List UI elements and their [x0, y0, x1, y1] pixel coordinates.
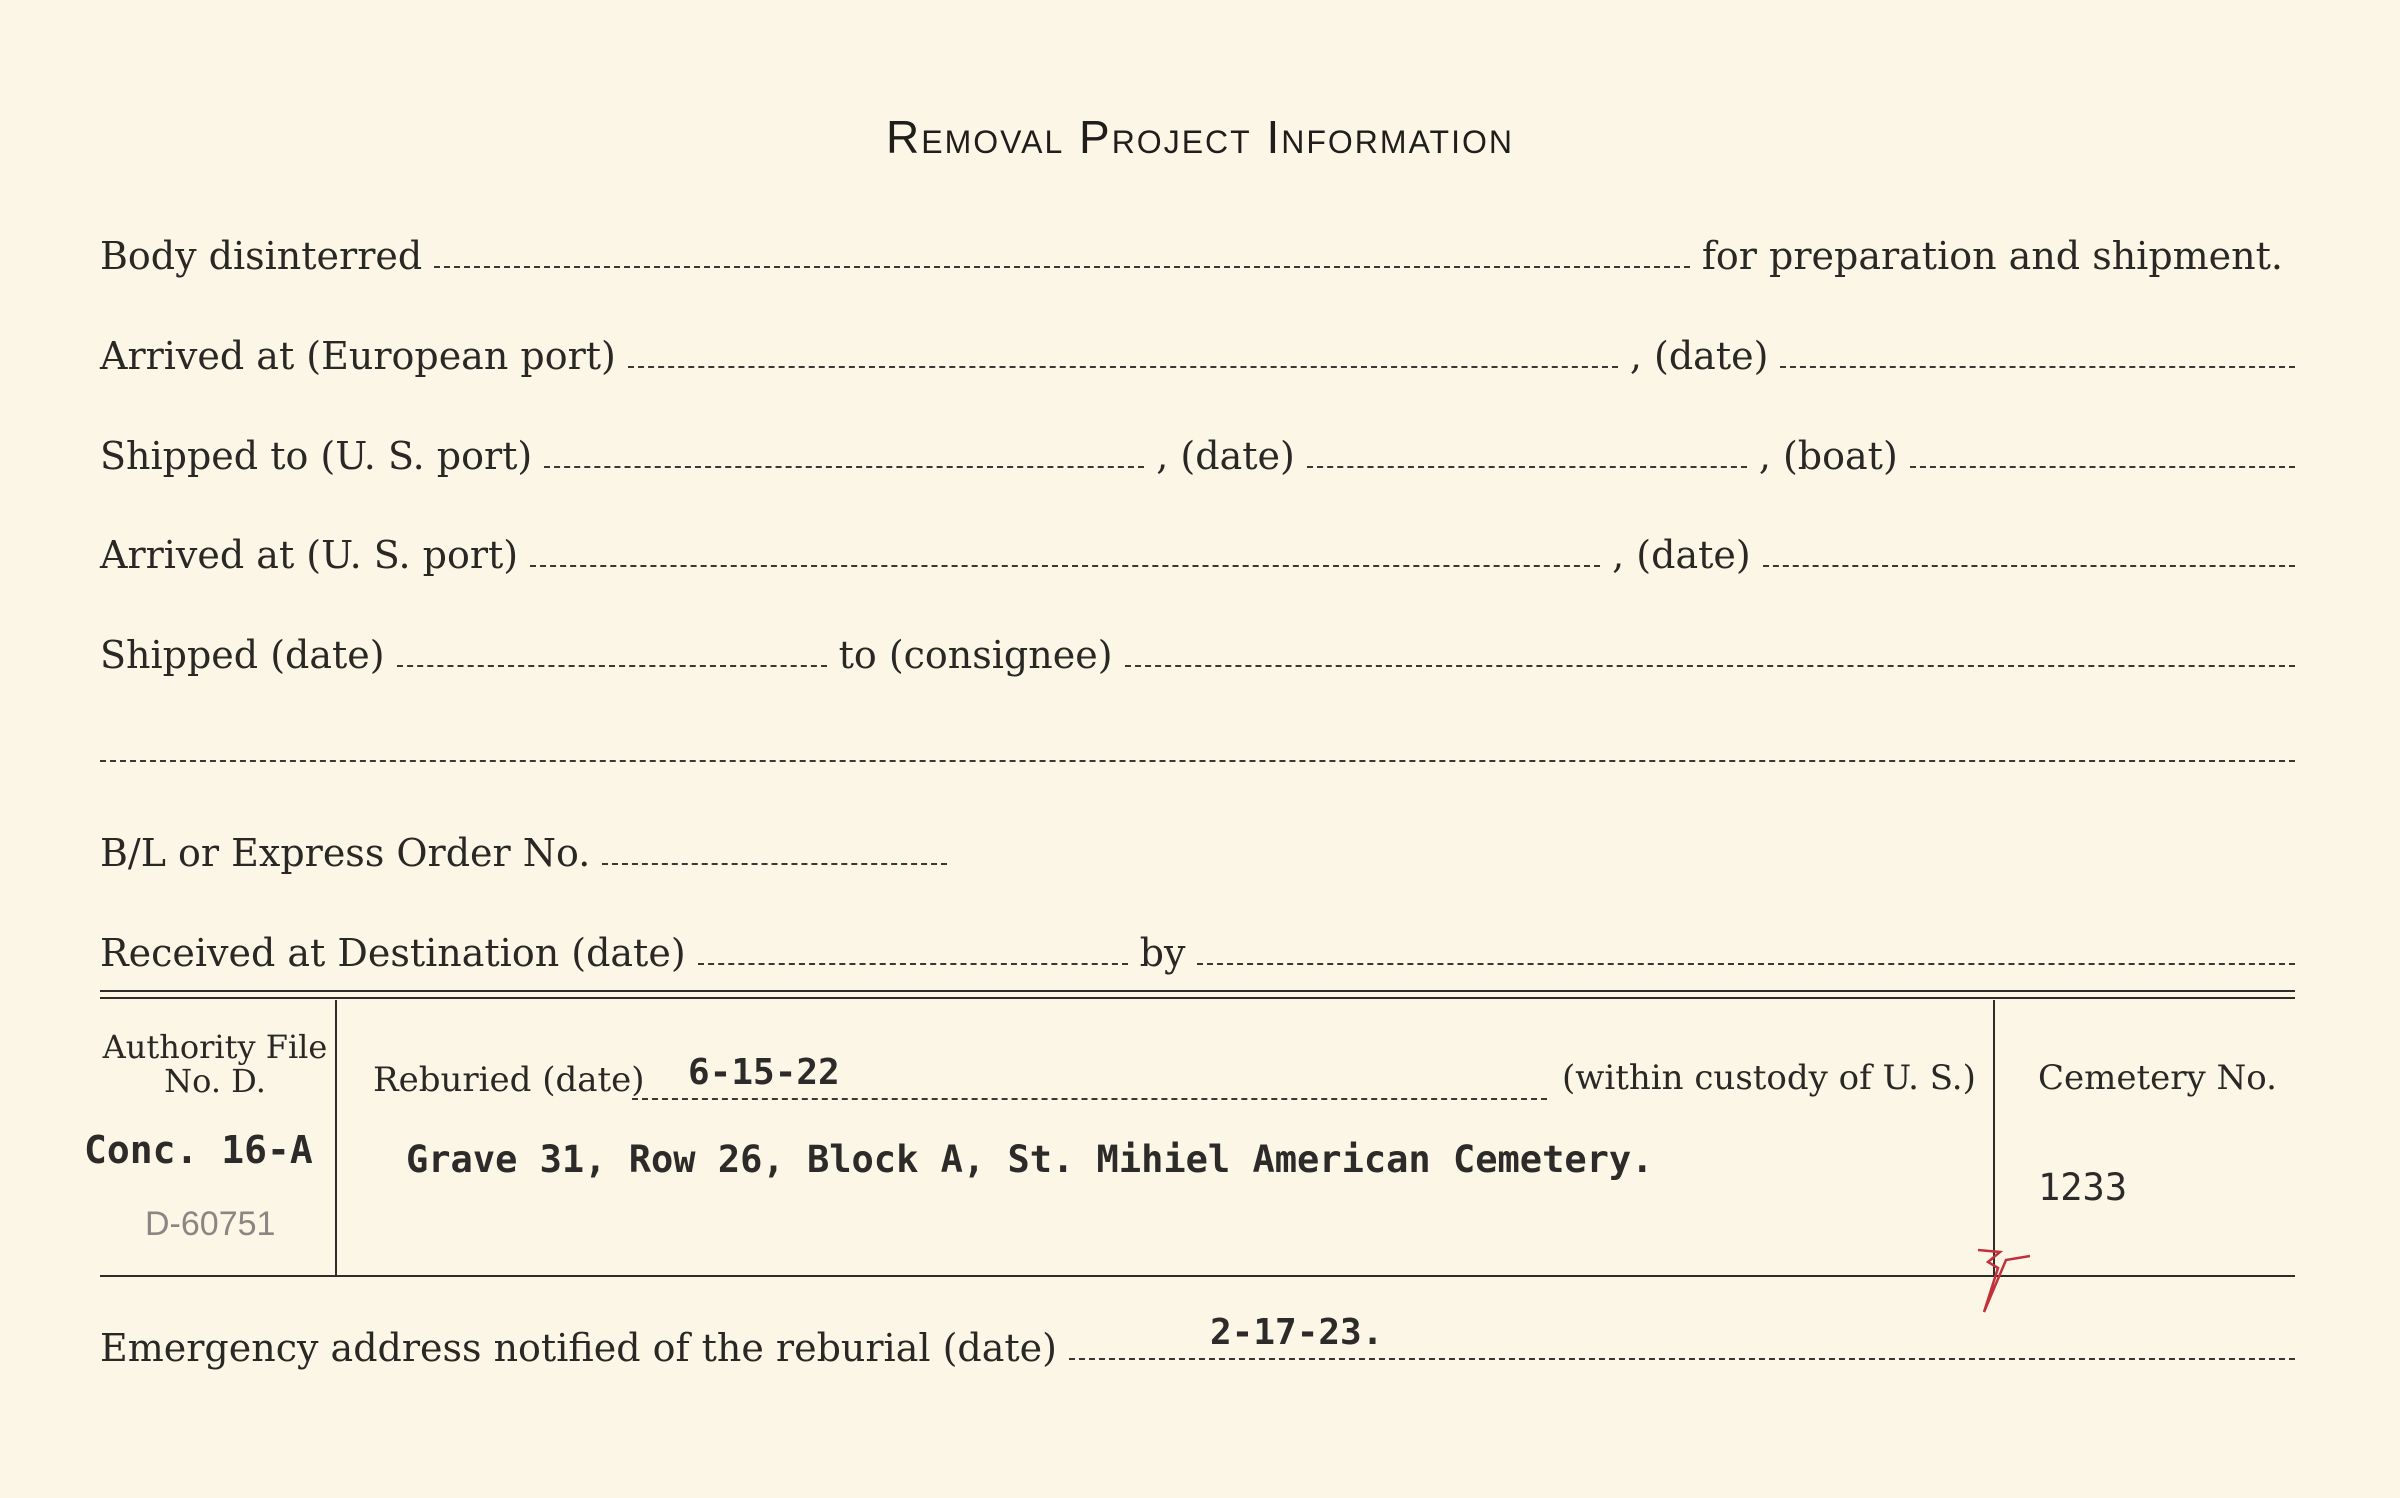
field-arrived-us-date[interactable]: [1763, 565, 2295, 567]
label-date: , (date): [1612, 533, 1751, 577]
field-arrived-us-port[interactable]: [530, 565, 1600, 567]
row-arrived-european: [100, 328, 2295, 384]
field-consignee[interactable]: [1125, 665, 2295, 667]
row-bl-order: [100, 825, 2295, 881]
label-body-disinterred: Body disinterred: [100, 234, 423, 278]
row-shipped-to-us: [100, 428, 2295, 484]
box-divider-left: [335, 1000, 337, 1275]
authority-label: Authority File No. D.: [102, 1028, 328, 1100]
field-received-by[interactable]: [1197, 963, 2295, 965]
field-european-date[interactable]: [1780, 366, 2295, 368]
label-reburied-date: Reburied (date): [373, 1060, 645, 1100]
field-consignee-continued[interactable]: [100, 760, 2295, 762]
label-shipped-to-us: Shipped to (U. S. port): [100, 434, 533, 478]
field-us-port[interactable]: [544, 466, 1144, 468]
box-bottom-rule: [100, 1275, 2295, 1277]
file-stamp: D-60751: [145, 1205, 276, 1243]
form-title: Removal Project Information: [886, 111, 1514, 163]
label-custody: (within custody of U. S.): [1562, 1058, 1976, 1098]
row-body-disinterred: [100, 228, 2295, 284]
label-received-destination: Received at Destination (date): [100, 931, 686, 975]
label-for-preparation: for preparation and shipment.: [1701, 234, 2283, 278]
row-emergency: [100, 1320, 2295, 1376]
field-european-port[interactable]: [628, 366, 1618, 368]
label-boat: , (boat): [1758, 434, 1898, 478]
label-to-consignee: to (consignee): [838, 633, 1113, 677]
label-shipped-date: Shipped (date): [100, 633, 385, 677]
label-date: , (date): [1629, 334, 1769, 378]
reburied-date-value: 6-15-22: [688, 1052, 840, 1093]
label-bl-order: B/L or Express Order No.: [100, 831, 591, 875]
emergency-date-value: 2-17-23.: [1210, 1312, 1384, 1353]
field-reburied-date[interactable]: [632, 1098, 1547, 1100]
authority-value: Conc. 16-A: [84, 1128, 313, 1172]
field-bl-order[interactable]: [602, 863, 947, 865]
label-date: , (date): [1156, 434, 1295, 478]
field-emergency-date[interactable]: [1069, 1358, 2295, 1360]
cemetery-no-value: 1233: [2038, 1166, 2128, 1209]
label-arrived-us: Arrived at (U. S. port): [100, 533, 519, 577]
grave-location: Grave 31, Row 26, Block A, St. Mihiel American Cemetery.: [406, 1138, 1654, 1181]
field-ship-date[interactable]: [1307, 466, 1747, 468]
box-top-rule: [100, 990, 2295, 992]
row-shipped-consignee: [100, 627, 2295, 683]
row-arrived-us: [100, 527, 2295, 583]
box-top-rule-2: [100, 997, 2295, 999]
box-divider-right: [1993, 1000, 1995, 1275]
label-arrived-european: Arrived at (European port): [100, 334, 616, 378]
field-body-disinterred[interactable]: [434, 266, 1690, 268]
field-boat[interactable]: [1910, 466, 2295, 468]
field-received-date[interactable]: [698, 963, 1128, 965]
label-by: by: [1139, 931, 1186, 975]
row-received-destination: [100, 925, 2295, 981]
check-mark-icon: [1970, 1240, 2040, 1320]
label-emergency: Emergency address notified of the reburial (date): [100, 1326, 1057, 1370]
label-cemetery-no: Cemetery No.: [2038, 1058, 2277, 1098]
field-shipped-date[interactable]: [397, 665, 827, 667]
